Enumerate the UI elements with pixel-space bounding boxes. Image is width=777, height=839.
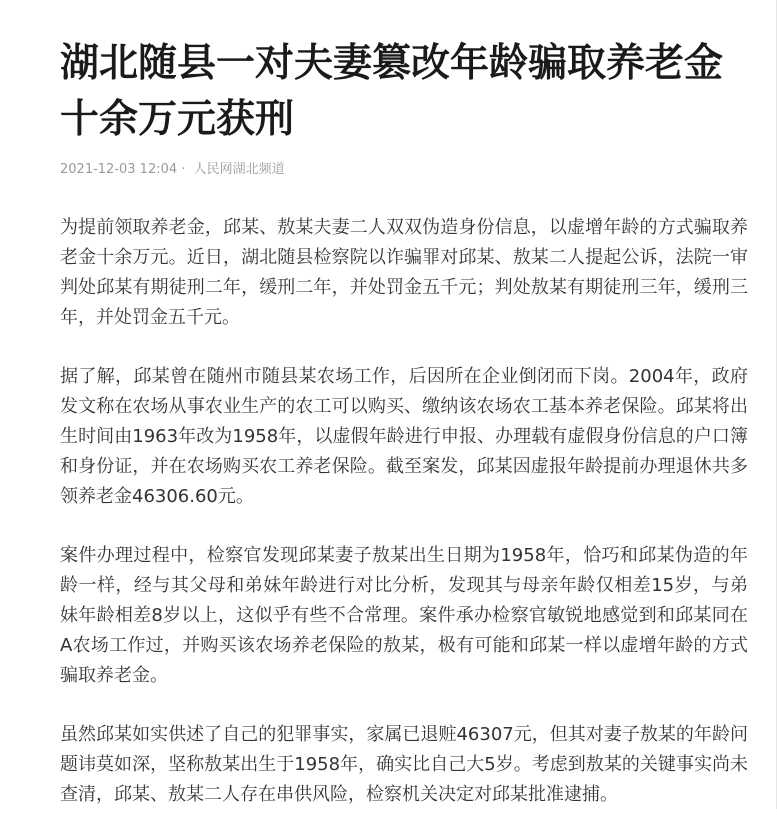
article-meta (60, 160, 285, 180)
article-title: 湖北随县一对夫妻篡改年龄骗取养老金十余万元获刑 (60, 41, 724, 142)
paragraph-3: 案件办理过程中，检察官发现邱某妻子敖某出生日期为1958年，恰巧和邱某伪造的年龄一样，经与其父母和弟妹年龄进行对比分析，发现其与母亲年龄仅相差15岁，与弟妹年龄相差8岁以上，这似乎有些不合常理。案件承办检察官敏锐地感觉到和邱某同在A农场工作过，并购买该农场养老保险的敖某，极有可能和邱某一样以虚增年龄的方式骗取养老金。 (60, 545, 748, 686)
article-source[interactable]: 人民网湖北频道 (193, 162, 285, 177)
article-body (60, 213, 748, 839)
paragraph-4: 虽然邱某如实供述了自己的犯罪事实，家属已退赃46307元，但其对妻子敖某的年龄问题讳莫如深，坚称敖某出生于1958年，确实比自己大5岁。考虑到敖某的关键事实尚未查清，邱某、敖某二人存在串供风险，检察机关决定对邱某批准逮捕。 (60, 724, 748, 805)
meta-separator: · (181, 162, 186, 177)
paragraph-2: 据了解，邱某曾在随州市随县某农场工作，后因所在企业倒闭而下岗。2004年，政府发文称在农场从事农业生产的农工可以购买、缴纳该农场农工基本养老保险。邱某将出生时间由1963年改为1958年，以虚假年龄进行申报、办理载有虚假身份信息的户口簿和身份证，并在农场购买农工养老保险。截至案发，邱某因虚报年龄提前办理退休共多领养老金46306.60元。 (60, 366, 748, 507)
publish-date: 2021-12-03 12:04 (60, 162, 178, 177)
paragraph-1: 为提前领取养老金，邱某、敖某夫妻二人双双伪造身份信息，以虚增年龄的方式骗取养老金十余万元。近日，湖北随县检察院以诈骗罪对邱某、敖某二人提起公诉，法院一审判处邱某有期徒刑二年，缓刑二年，并处罚金五千元；判处敖某有期徒刑三年，缓刑三年，并处罚金五千元。 (60, 217, 748, 328)
